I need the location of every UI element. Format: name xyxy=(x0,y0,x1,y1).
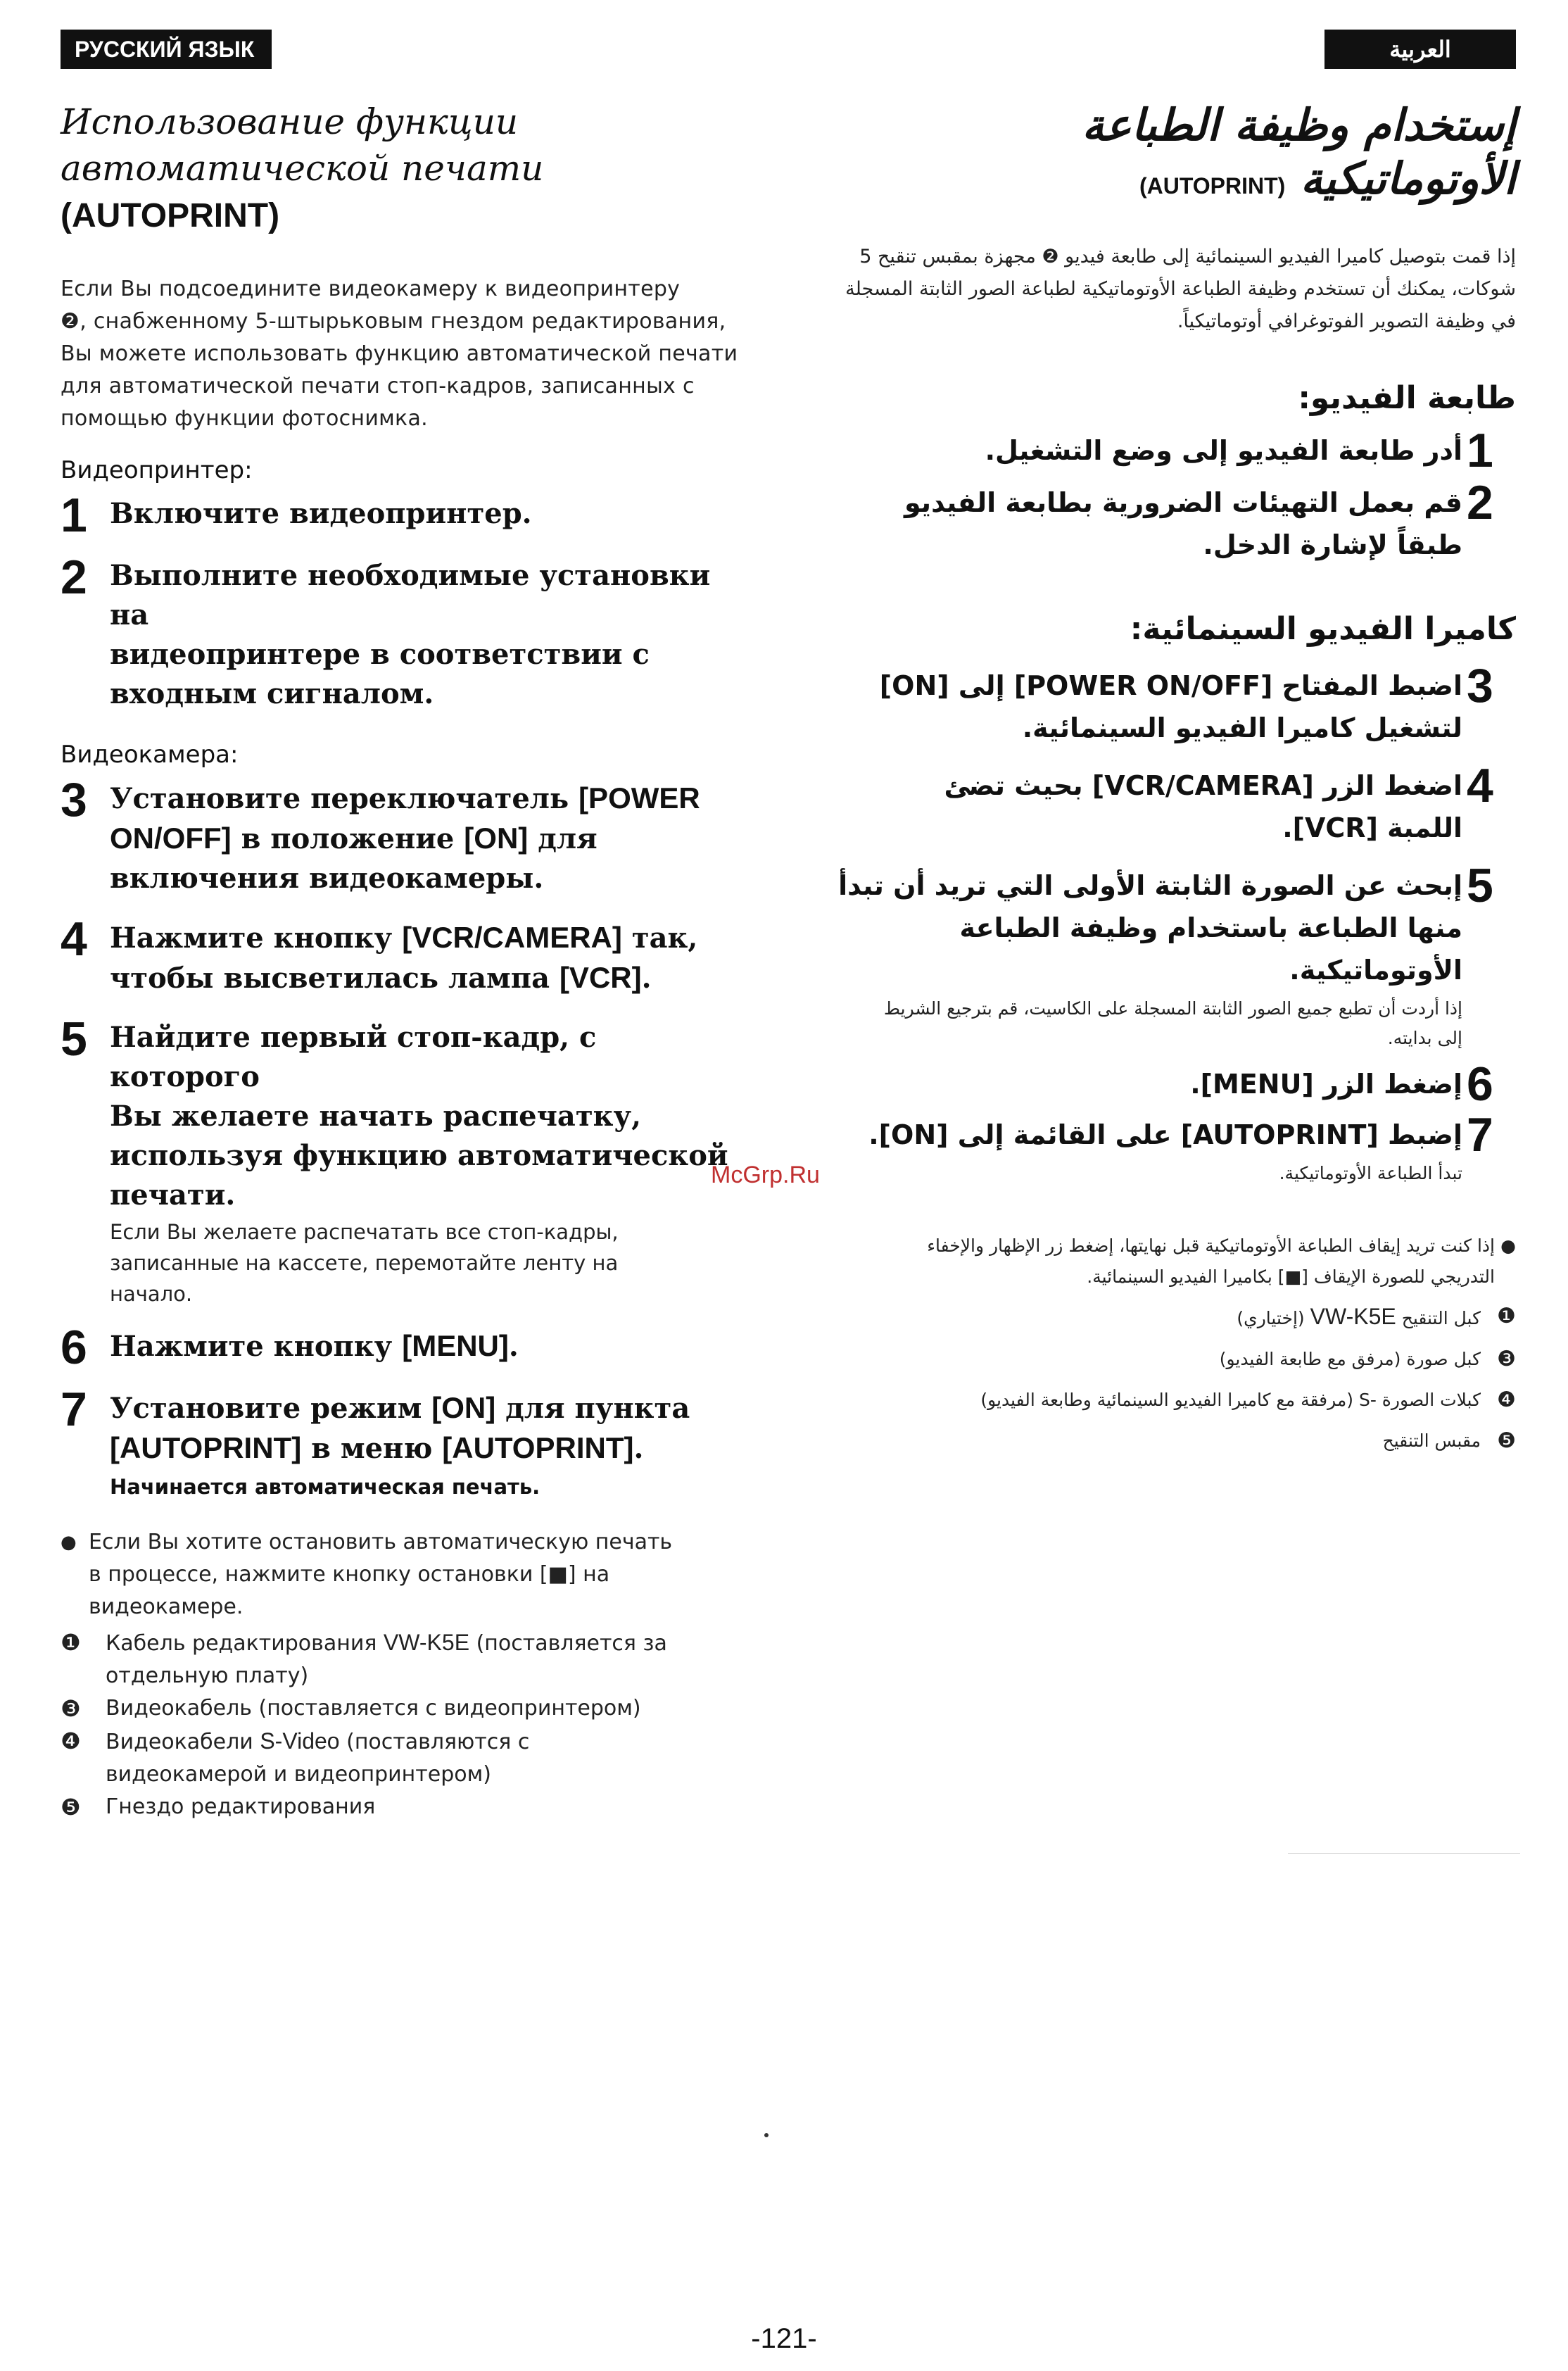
step-line: для пункта xyxy=(495,1392,690,1425)
step-5 xyxy=(61,1012,743,1309)
note-line: إذا أردت أن تطبع جميع الصور الثابتة المسجلة على الكاسيت، قم بترجيع الشريط xyxy=(883,998,1462,1019)
legend-text: كبلات الصورة -S (مرفقة مع كاميرا الفيديو السينمائية وطابعة الفيديو) xyxy=(980,1390,1481,1410)
step-number: 6 xyxy=(1467,1057,1493,1111)
key-power-cont: ON/OFF] xyxy=(110,822,232,855)
step-line: إضبط [AUTOPRINT] على القائمة إلى [ON]. xyxy=(868,1119,1462,1150)
step-6 xyxy=(61,1321,743,1374)
legend-line: (إختياري) xyxy=(1237,1308,1305,1328)
intro-paragraph xyxy=(61,273,743,435)
step-5-note xyxy=(110,1216,743,1309)
step-text xyxy=(904,482,1462,566)
page-title-russian xyxy=(61,99,743,239)
step-text xyxy=(110,1018,743,1309)
step-text xyxy=(838,864,1462,1053)
section-label-videocamera-ar: كاميرا الفيديو السينمائية: xyxy=(1130,611,1516,647)
step-text: Включите видеопринтер. xyxy=(110,497,532,530)
step-number: 5 xyxy=(1467,859,1493,912)
legend-text xyxy=(106,1626,667,1692)
intro-line: في وظيفة التصوير الفوتوغرافي أوتوماتيكياً. xyxy=(1177,310,1516,332)
key-menu: [MENU] xyxy=(402,1329,509,1362)
arabic-column xyxy=(809,99,1516,1458)
legend-line: كبل التنقيح xyxy=(1401,1308,1481,1328)
marker-1-icon: ❶ xyxy=(1497,1304,1516,1328)
step-line: Установите переключатель xyxy=(110,782,579,815)
step-line: печати. xyxy=(110,1178,236,1212)
step-line: إبحث عن الصورة الثابتة الأولى التي تريد أن تبدأ xyxy=(838,870,1462,901)
step-number: 4 xyxy=(1467,759,1493,812)
step-text xyxy=(110,1326,519,1366)
step-5-note-ar xyxy=(838,994,1462,1053)
step-text xyxy=(110,918,697,998)
marker-5-icon: ❺ xyxy=(1497,1428,1516,1453)
bullet-line: التدريجي للصورة الإيقاف [■] بكاميرا الفيديو السينمائية. xyxy=(1087,1266,1495,1287)
step-line: الأوتوماتيكية. xyxy=(1289,955,1462,986)
legend-item xyxy=(61,1725,743,1791)
legend-model: S-Video xyxy=(260,1728,340,1754)
step-line: включения видеокамеры. xyxy=(110,862,544,895)
step-text xyxy=(944,765,1462,849)
legend-line: (поставляется за xyxy=(469,1631,667,1656)
legend-item-ar xyxy=(809,1300,1516,1335)
title-suffix: (AUTOPRINT) xyxy=(1139,173,1286,199)
note-bullet-ar xyxy=(809,1231,1516,1293)
marker-3-icon: ❸ xyxy=(1497,1347,1516,1371)
legend-item-ar xyxy=(809,1342,1516,1376)
step-line: чтобы высветилась лампа xyxy=(110,962,559,995)
key-on: [ON] xyxy=(464,822,529,855)
step-line: Выполните необходимые установки на xyxy=(110,559,711,631)
step-line: так, xyxy=(621,922,698,955)
note-line: записанные на кассете, перемотайте ленту на xyxy=(110,1251,619,1275)
key-autoprint-menu: [AUTOPRINT] xyxy=(442,1431,634,1464)
step-number: 7 xyxy=(61,1383,87,1436)
step-number: 2 xyxy=(61,551,87,604)
step-line: в положение xyxy=(231,822,464,855)
step-number: 1 xyxy=(61,489,87,542)
bullet-line: إذا كنت تريد إيقاف الطباعة الأوتوماتيكية قبل نهايتها، إضغط زر الإظهار والإخفاء xyxy=(927,1235,1495,1256)
legend-line: (поставляются с xyxy=(339,1730,530,1754)
step-7-ar xyxy=(809,1108,1516,1188)
step-6-ar xyxy=(809,1057,1516,1111)
step-line: منها الطباعة باستخدام وظيفة الطباعة xyxy=(959,912,1462,943)
step-line: Вы желаете начать распечатку, xyxy=(110,1100,642,1133)
step-line: Установите режим xyxy=(110,1392,432,1425)
title-suffix: (AUTOPRINT) xyxy=(61,197,280,234)
step-line: . xyxy=(641,962,652,995)
step-text xyxy=(880,665,1462,749)
legend-line: Кабель редактирования xyxy=(106,1631,384,1656)
step-line: Найдите первый стоп-кадр, с которого xyxy=(110,1021,597,1093)
step-number: 6 xyxy=(61,1321,87,1374)
step-text xyxy=(110,779,700,898)
step-7 xyxy=(61,1383,743,1502)
title-line-1: إستخدام وظيفة الطباعة xyxy=(1082,99,1516,151)
title-line-2: автоматической печати xyxy=(61,148,544,189)
step-line: входным сигналом. xyxy=(110,677,434,710)
legend-text xyxy=(1237,1300,1481,1335)
step-5-ar xyxy=(809,859,1516,1053)
step-number: 1 xyxy=(1467,424,1493,477)
step-text xyxy=(110,556,743,714)
step-4-ar xyxy=(809,759,1516,849)
step-line: для xyxy=(528,822,598,855)
bullet-line: видеокамере. xyxy=(89,1595,244,1619)
step-line: لتشغيل كاميرا الفيديو السينمائية. xyxy=(1022,712,1462,743)
bullet-text xyxy=(89,1526,672,1623)
bullet-icon: ● xyxy=(1500,1235,1516,1256)
legend-text: كبل صورة (مرفق مع طابعة الفيديو) xyxy=(1219,1349,1481,1369)
key-power: [POWER xyxy=(578,781,700,815)
language-tab-arabic: العربية xyxy=(1324,30,1516,69)
intro-text-1: Если Вы подсоедините видеокамеру к видеопринтеру xyxy=(61,277,681,301)
step-number: 3 xyxy=(1467,659,1493,712)
page-title-arabic xyxy=(809,99,1516,213)
note-line: إلى بدايته. xyxy=(1387,1028,1462,1048)
note-bullet xyxy=(61,1526,743,1623)
step-line: . xyxy=(633,1432,644,1465)
scan-dot xyxy=(764,2133,769,2137)
legend-line: Видеокабели xyxy=(106,1730,260,1754)
legend-model: VW-K5E xyxy=(383,1630,470,1655)
step-line: используя функцию автоматической xyxy=(110,1139,728,1172)
step-line: Нажмите кнопку xyxy=(110,1330,403,1363)
legend-model: VW-K5E xyxy=(1310,1304,1396,1329)
step-line: видеопринтере в соответствии с xyxy=(110,638,650,671)
step-line: اللمبة [VCR]. xyxy=(1282,812,1462,843)
legend-item xyxy=(61,1626,743,1692)
marker-4-icon: ❹ xyxy=(61,1728,81,1754)
legend-item xyxy=(61,1692,743,1725)
step-line: قم بعمل التهيئات الضرورية بطابعة الفيديو xyxy=(904,487,1462,518)
marker-5-icon: ❺ xyxy=(61,1794,81,1820)
intro-text-2: , снабженному 5-штырьковым гнездом редактирования, Вы можете использовать функцию автоматической печати для автоматической печати стоп-кадров, записанных с помощью функции фотоснимка. xyxy=(61,309,738,431)
marker-3-icon: ❸ xyxy=(61,1695,81,1722)
note-line: начало. xyxy=(110,1282,193,1306)
key-autoprint: [AUTOPRINT] xyxy=(110,1431,302,1464)
russian-column xyxy=(61,99,743,1823)
section-label-videoprinter: Видеопринтер: xyxy=(61,456,253,484)
page-number: -121- xyxy=(751,2323,817,2354)
step-line: Нажмите кнопку xyxy=(110,922,403,955)
legend-item xyxy=(61,1791,743,1823)
legend-text: Гнездо редактирования xyxy=(106,1794,376,1819)
bullet-icon: ● xyxy=(61,1532,77,1553)
key-vcr: [VCR] xyxy=(559,961,642,994)
step-3-ar xyxy=(809,659,1516,749)
step-line: طبقاً لإشارة الدخل. xyxy=(1203,529,1462,560)
marker-1-icon: ❶ xyxy=(61,1629,81,1656)
step-4 xyxy=(61,912,743,998)
section-label-videoprinter-ar: طابعة الفيديو: xyxy=(1298,380,1516,416)
bullet-line: Если Вы хотите остановить автоматическую печать xyxy=(89,1530,673,1554)
step-2 xyxy=(61,551,743,714)
step-text: إضغط الزر [MENU]. xyxy=(1190,1069,1462,1100)
marker-4-icon: ❹ xyxy=(1497,1388,1516,1412)
divider xyxy=(1288,1853,1520,1854)
marker-2-icon: ❷ xyxy=(61,309,80,334)
step-1 xyxy=(61,489,743,542)
step-number: 4 xyxy=(61,912,87,966)
bullet-line: в процессе, нажмите кнопку остановки [■] на xyxy=(89,1562,610,1587)
step-text xyxy=(868,1114,1462,1188)
legend-text xyxy=(106,1725,529,1791)
intro-paragraph-arabic xyxy=(809,241,1516,338)
legend-item-ar xyxy=(809,1424,1516,1458)
legend-line: отдельную плату) xyxy=(106,1664,309,1688)
step-number: 3 xyxy=(61,773,87,826)
intro-line: إذا قمت بتوصيل كاميرا الفيديو السينمائية إلى طابعة فيديو ❷ مجهزة بمقبس تنقيح 5 xyxy=(859,246,1516,268)
legend-item-ar xyxy=(809,1383,1516,1417)
step-7-result-ar: تبدأ الطباعة الأوتوماتيكية. xyxy=(1279,1163,1462,1183)
step-text: أدر طابعة الفيديو إلى وضع التشغيل. xyxy=(985,435,1462,466)
bullet-text xyxy=(927,1231,1495,1293)
step-number: 7 xyxy=(1467,1108,1493,1162)
step-3 xyxy=(61,773,743,898)
language-tab-russian: РУССКИЙ ЯЗЫК xyxy=(61,30,272,69)
legend-text: مقبس التنقيح xyxy=(1382,1430,1481,1451)
title-line-1: Использование функции xyxy=(61,101,519,142)
step-text xyxy=(110,1388,690,1502)
step-2-ar xyxy=(809,476,1516,566)
watermark: McGrp.Ru xyxy=(711,1162,820,1188)
step-number: 2 xyxy=(1467,476,1493,529)
key-on: [ON] xyxy=(431,1391,496,1424)
step-line: . xyxy=(508,1330,519,1363)
step-7-result: Начинается автоматическая печать. xyxy=(110,1475,540,1499)
legend-text: Видеокабель (поставляется с видеопринтером) xyxy=(106,1696,641,1721)
step-line: в меню xyxy=(301,1432,443,1465)
section-label-videocamera: Видеокамера: xyxy=(61,741,239,769)
step-line: اضغط الزر [VCR/CAMERA] بحيث تضئ xyxy=(944,770,1462,801)
legend-line: видеокамерой и видеопринтером) xyxy=(106,1762,491,1787)
step-number: 5 xyxy=(61,1012,87,1066)
note-line: Если Вы желаете распечатать все стоп-кадры, xyxy=(110,1220,619,1244)
title-line-2: الأوتوماتيكية xyxy=(1300,153,1516,204)
step-1-ar xyxy=(809,424,1516,477)
key-vcr-camera: [VCR/CAMERA] xyxy=(402,921,622,954)
step-line: اضبط المفتاح [POWER ON/OFF] إلى [ON] xyxy=(879,670,1462,701)
intro-line: شوكات، يمكنك أن تستخدم وظيفة الطباعة الأوتوماتيكية لطباعة الصور الثابتة المسجلة xyxy=(845,278,1516,300)
